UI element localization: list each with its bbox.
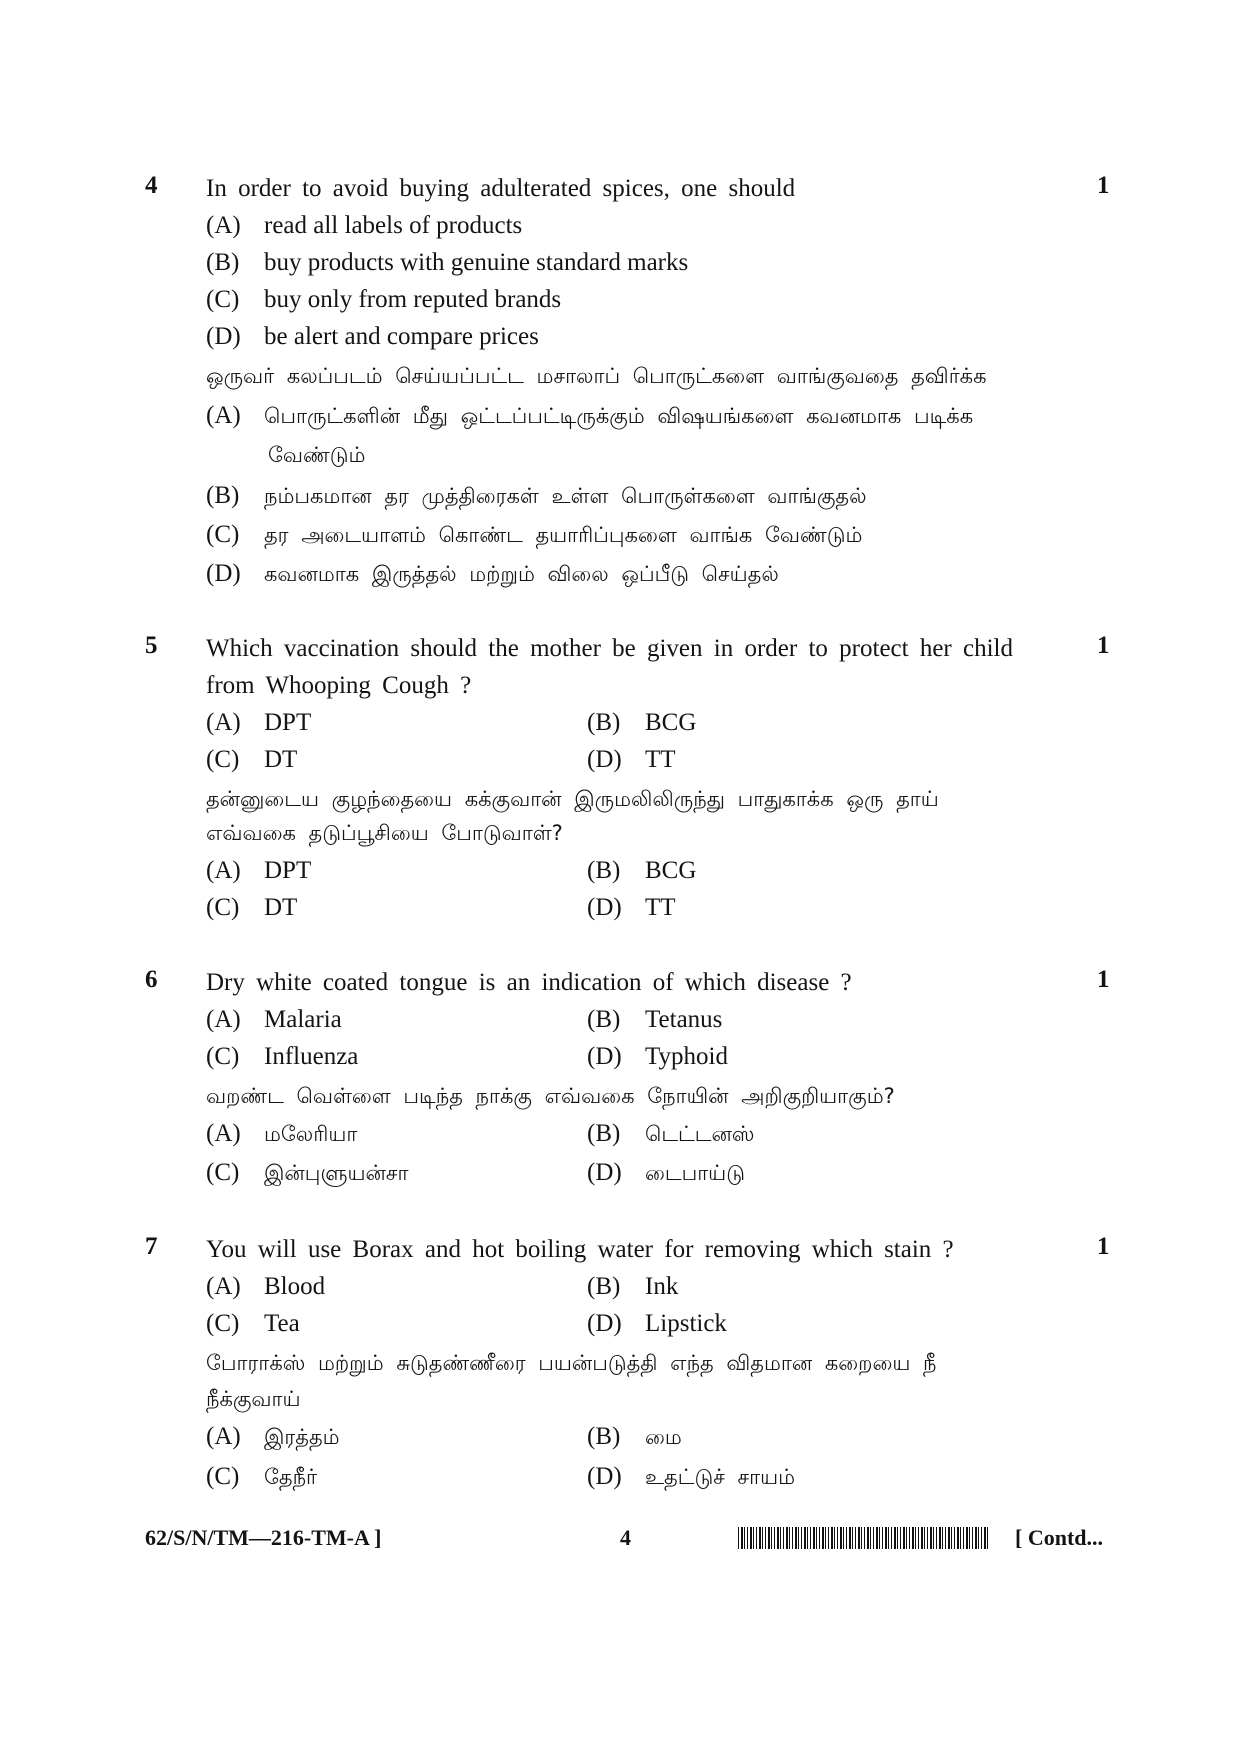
option-label: (D) bbox=[587, 1310, 622, 1337]
option-a-tamil bbox=[206, 397, 973, 435]
question-number: 7 bbox=[145, 1233, 158, 1260]
paper-code: 62/S/N/TM—216-TM-A ] bbox=[145, 1525, 382, 1550]
option-label: (C) bbox=[206, 894, 240, 921]
option-label: (D) bbox=[587, 894, 622, 921]
option-b-english bbox=[206, 244, 688, 281]
option-text: DPT bbox=[264, 857, 312, 884]
option-text: DPT bbox=[264, 709, 312, 736]
option-label: (A) bbox=[206, 1423, 241, 1450]
option-text: Typhoid bbox=[645, 1043, 728, 1070]
option-label: (C) bbox=[206, 746, 240, 773]
option-text: Tea bbox=[264, 1310, 300, 1337]
option-label: (A) bbox=[206, 1120, 241, 1147]
option-b-tamil bbox=[206, 477, 867, 515]
option-label: (C) bbox=[206, 286, 240, 313]
question-stem-english: You will use Borax and hot boiling water for removing which stain ? bbox=[206, 1236, 954, 1263]
option-d-english bbox=[206, 318, 539, 355]
option-a-tamil-continued: வேண்டும் bbox=[268, 443, 366, 467]
option-a-english bbox=[206, 1001, 342, 1038]
option-label: (B) bbox=[587, 1273, 621, 1300]
option-d-tamil bbox=[206, 555, 779, 593]
option-label: (B) bbox=[587, 709, 621, 736]
question-stem-tamil-line-2: நீக்குவாய் bbox=[206, 1387, 301, 1411]
question-stem-tamil-line-2: எவ்வகை தடுப்பூசியை போடுவாள்? bbox=[206, 821, 563, 845]
option-label: (A) bbox=[206, 1006, 241, 1033]
continued-label: [ Contd... bbox=[1015, 1525, 1104, 1550]
option-text: TT bbox=[645, 894, 676, 921]
option-text: கவனமாக இருத்தல் மற்றும் விலை ஒப்பீடு செய்தல் bbox=[264, 562, 779, 586]
option-a-english bbox=[206, 704, 311, 741]
option-text: TT bbox=[645, 746, 676, 773]
question-stem-tamil-line-1: போராக்ஸ் மற்றும் சுடுதண்ணீரை பயன்படுத்தி எந்த விதமான கறையை நீ bbox=[206, 1351, 937, 1375]
option-text: தேநீர் bbox=[264, 1465, 318, 1489]
option-b-english bbox=[587, 1001, 722, 1038]
option-text: BCG bbox=[645, 857, 697, 884]
option-b-english bbox=[587, 704, 696, 741]
option-a-tamil bbox=[206, 1115, 357, 1153]
option-text: டைபாய்டு bbox=[645, 1161, 745, 1185]
option-d-english bbox=[587, 741, 676, 778]
option-label: (A) bbox=[206, 857, 241, 884]
option-text: தர அடையாளம் கொண்ட தயாரிப்புகளை வாங்க வேண்டும் bbox=[264, 523, 863, 547]
question-stem-english: Dry white coated tongue is an indication of which disease ? bbox=[206, 969, 852, 996]
option-text: buy only from reputed brands bbox=[264, 286, 562, 313]
option-label: (D) bbox=[587, 1159, 622, 1186]
option-label: (C) bbox=[206, 1463, 240, 1490]
option-text: Malaria bbox=[264, 1006, 342, 1033]
option-label: (A) bbox=[206, 402, 241, 429]
option-c-tamil bbox=[206, 516, 862, 554]
option-label: (D) bbox=[206, 560, 241, 587]
option-label: (B) bbox=[206, 482, 240, 509]
option-a-english bbox=[206, 1268, 325, 1305]
question-number: 6 bbox=[145, 966, 158, 993]
option-label: (B) bbox=[587, 1006, 621, 1033]
question-stem-tamil-line-1: தன்னுடைய குழந்தையை கக்குவான் இருமலிலிருந்து பாதுகாக்க ஒரு தாய் bbox=[206, 787, 939, 811]
question-marks: 1 bbox=[1097, 632, 1110, 659]
option-label: (A) bbox=[206, 1273, 241, 1300]
option-b-tamil bbox=[587, 1115, 754, 1153]
option-b-english bbox=[587, 1268, 678, 1305]
option-text: be alert and compare prices bbox=[264, 323, 539, 350]
barcode-icon bbox=[738, 1527, 990, 1549]
option-label: (D) bbox=[587, 746, 622, 773]
question-stem-tamil: வறண்ட வெள்ளை படிந்த நாக்கு எவ்வகை நோயின் அறிகுறியாகும்? bbox=[206, 1084, 895, 1108]
question-stem-english-line-1: Which vaccination should the mother be given in order to protect her child bbox=[206, 635, 1013, 662]
option-text: DT bbox=[264, 746, 298, 773]
option-b-tamil bbox=[587, 1418, 682, 1456]
option-text: buy products with genuine standard marks bbox=[264, 249, 689, 276]
option-a-english bbox=[206, 207, 522, 244]
option-d-tamil bbox=[587, 1154, 745, 1192]
option-text: மை bbox=[645, 1425, 682, 1449]
option-label: (B) bbox=[587, 1120, 621, 1147]
option-text: Blood bbox=[264, 1273, 326, 1300]
question-marks: 1 bbox=[1097, 1233, 1110, 1260]
option-c-english bbox=[206, 741, 297, 778]
option-text: BCG bbox=[645, 709, 697, 736]
option-a-tamil bbox=[206, 1418, 340, 1456]
question-marks: 1 bbox=[1097, 966, 1110, 993]
option-c-english bbox=[206, 1305, 300, 1342]
option-b-tamil bbox=[587, 852, 696, 889]
question-number: 4 bbox=[145, 172, 158, 199]
option-text: இரத்தம் bbox=[264, 1425, 340, 1449]
option-text: மலேரியா bbox=[264, 1122, 358, 1146]
option-a-tamil bbox=[206, 852, 311, 889]
option-c-english bbox=[206, 1038, 358, 1075]
option-label: (D) bbox=[587, 1043, 622, 1070]
option-text: பொருட்களின் மீது ஒட்டப்பட்டிருக்கும் விஷயங்களை கவனமாக படிக்க bbox=[264, 404, 974, 428]
question-number: 5 bbox=[145, 632, 158, 659]
question-stem-english-line-2: from Whooping Cough ? bbox=[206, 672, 472, 699]
option-label: (B) bbox=[206, 249, 240, 276]
option-d-english bbox=[587, 1305, 727, 1342]
option-label: (C) bbox=[206, 1159, 240, 1186]
option-c-tamil bbox=[206, 889, 297, 926]
option-text: இன்புளுயன்சா bbox=[264, 1161, 409, 1185]
option-text: நம்பகமான தர முத்திரைகள் உள்ள பொருள்களை வாங்குதல் bbox=[264, 484, 867, 508]
option-label: (A) bbox=[206, 212, 241, 239]
option-label: (A) bbox=[206, 709, 241, 736]
option-text: DT bbox=[264, 894, 298, 921]
option-label: (C) bbox=[206, 1310, 240, 1337]
option-text: Influenza bbox=[264, 1043, 359, 1070]
option-label: (D) bbox=[206, 323, 241, 350]
option-d-tamil bbox=[587, 889, 676, 926]
page-footer bbox=[0, 1525, 1240, 1565]
page-number: 4 bbox=[620, 1525, 631, 1550]
option-text: Tetanus bbox=[645, 1006, 723, 1033]
option-text: Lipstick bbox=[645, 1310, 727, 1337]
option-d-tamil bbox=[587, 1458, 795, 1496]
question-marks: 1 bbox=[1097, 172, 1110, 199]
option-text: Ink bbox=[645, 1273, 679, 1300]
option-d-english bbox=[587, 1038, 728, 1075]
option-text: read all labels of products bbox=[264, 212, 523, 239]
question-stem-tamil: ஒருவர் கலப்படம் செய்யப்பட்ட மசாலாப் பொருட்களை வாங்குவதை தவிர்க்க bbox=[206, 364, 987, 388]
option-c-tamil bbox=[206, 1458, 317, 1496]
option-c-english bbox=[206, 281, 561, 318]
option-c-tamil bbox=[206, 1154, 408, 1192]
question-stem-english: In order to avoid buying adulterated spices, one should bbox=[206, 175, 796, 202]
option-label: (C) bbox=[206, 521, 240, 548]
option-text: டெட்டனஸ் bbox=[645, 1122, 755, 1146]
option-label: (B) bbox=[587, 1423, 621, 1450]
option-label: (D) bbox=[587, 1463, 622, 1490]
option-text: உதட்டுச் சாயம் bbox=[645, 1465, 795, 1489]
option-label: (B) bbox=[587, 857, 621, 884]
option-label: (C) bbox=[206, 1043, 240, 1070]
